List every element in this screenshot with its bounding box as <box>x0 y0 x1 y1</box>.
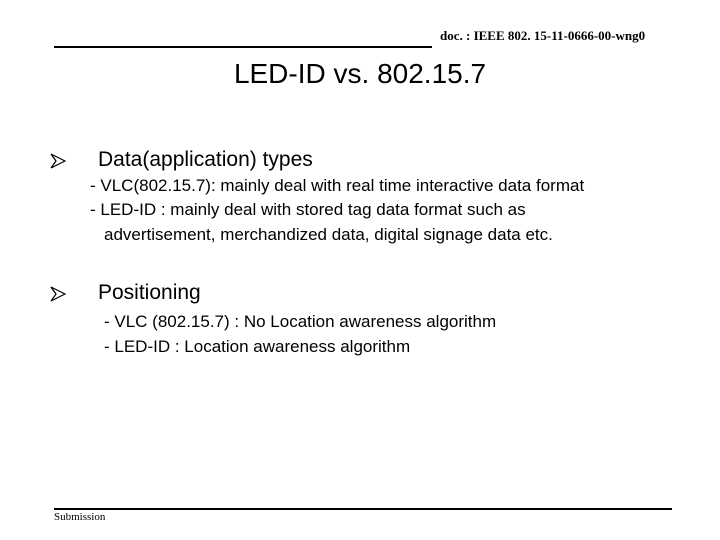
footer-rule <box>54 508 672 510</box>
section-heading: Data(application) types <box>98 148 313 171</box>
document-id: doc. : IEEE 802. 15-11-0666-00-wng0 <box>440 28 646 43</box>
section-line: - VLC(802.15.7): mainly deal with real time interactive data format <box>90 176 585 195</box>
slide-title: LED-ID vs. 802.15.7 <box>233 58 487 89</box>
section-line: advertisement, merchandized data, digital signage data etc. <box>104 225 553 244</box>
section-line: - LED-ID : Location awareness algorithm <box>104 337 411 356</box>
footer-submission-label: Submission <box>54 511 106 523</box>
header-rule <box>54 46 432 48</box>
arrowhead-bullet-icon <box>50 286 66 302</box>
section-line: - VLC (802.15.7) : No Location awareness algorithm <box>104 312 497 331</box>
section-heading: Positioning <box>98 281 201 304</box>
arrowhead-bullet-icon <box>50 153 66 169</box>
section-line: - LED-ID : mainly deal with stored tag data format such as <box>90 200 526 219</box>
